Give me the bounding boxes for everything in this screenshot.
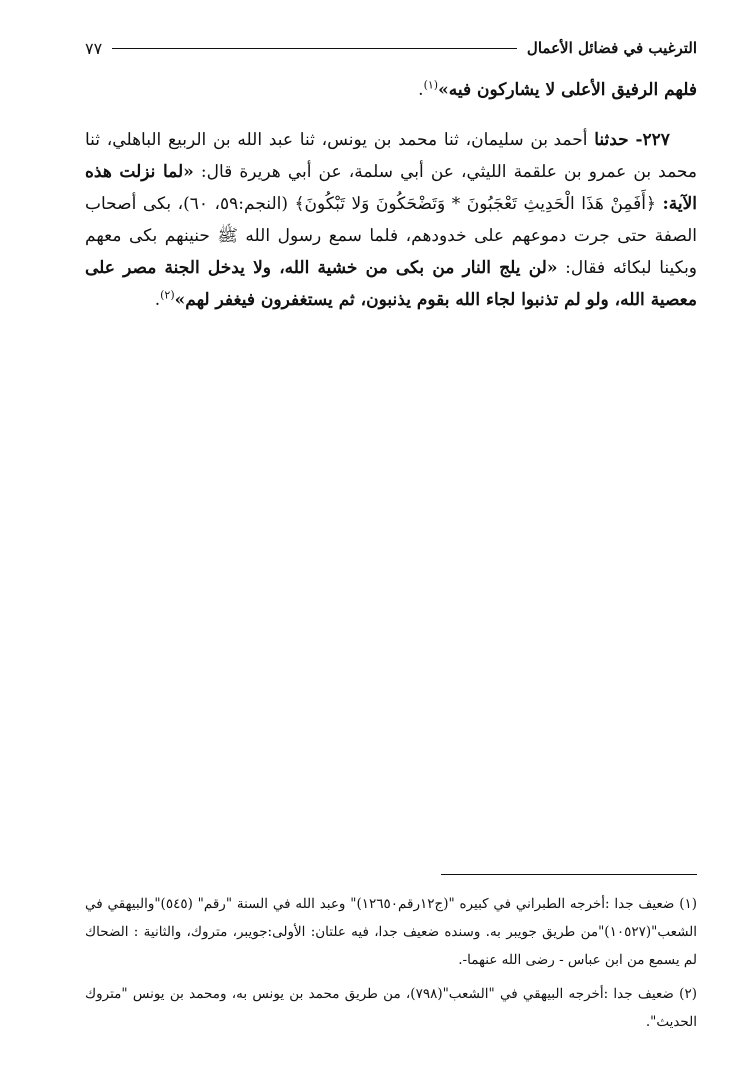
- footnote-1: [85, 890, 697, 974]
- footnote-1-marker: (١): [679, 896, 698, 912]
- hadith-chain: أحمد بن سليمان، ثنا محمد بن يونس، ثنا عبد الله بن الربيع الباهلي، ثنا محمد بن عمرو بن علقمة الليثي، عن أبي سلمة، عن أبي هريرة قال:: [85, 130, 697, 182]
- paragraph-1-bold: فلهم الرفيق الأعلى لا يشاركون فيه»: [438, 80, 697, 100]
- header-rule: [112, 48, 517, 49]
- hadith-bold-2: «لن يلج النار من بكى من خشية الله، ولا يدخل الجنة مصر على معصية الله، ولو لم تذنبوا لجاء الله بقوم يذنبون، ثم يستغفرون فيغفر لهم»: [85, 258, 697, 310]
- footnote-2: [85, 980, 697, 1036]
- footnote-ref-1: (١): [423, 78, 439, 92]
- footnote-2-marker: (٢): [679, 986, 697, 1002]
- footnote-2-text: ضعيف جدا :أخرجه البيهقي في "الشعب"(٧٩٨)، من طريق محمد بن يونس به، ومحمد بن يونس "متروك الحديث".: [85, 986, 697, 1030]
- quran-reference: (النجم:٥٩، ٦٠)،: [177, 194, 288, 214]
- running-title: الترغيب في فضائل الأعمال: [526, 39, 697, 57]
- footnote-1-text: ضعيف جدا :أخرجه الطبراني في كبيره "(ج١٢رقم١٢٦٥٠)" وعبد الله في السنة "رقم" (٥٤٥)"والبيهقي في الشعب"(١٠٥٢٧)"من طريق جويبر به. وسنده ضعيف جدا، فيه علتان: الأولى:جويبر، متروك، والثانية : الضحاك لم يسمع من ابن عباس - رضى الله عنهما-.: [85, 896, 697, 968]
- paragraph-2-end: .: [154, 290, 161, 310]
- footnotes: [85, 890, 697, 1036]
- hadith-lead: حدثنا: [594, 130, 629, 150]
- hadith-227: [85, 124, 697, 316]
- hadith-number: ٢٢٧-: [635, 130, 670, 150]
- quran-verse: ﴿أَفَمِنْ هَذَا الْحَدِيثِ تَعْجَبُونَ * وَتَضْحَكُونَ وَلا تَبْكُونَ﴾: [294, 194, 656, 214]
- page-number: ٧٧: [85, 38, 103, 58]
- footnote-separator: [441, 874, 697, 875]
- running-header: [85, 36, 697, 60]
- footnote-ref-2: (٢): [160, 288, 175, 302]
- paragraph-1-end: .: [418, 80, 424, 100]
- hadith-narration: بكى أصحاب الصفة حتى جرت دموعهم على خدودهم، فلما سمع رسول الله ﷺ حنينهم بكى معهم وبكينا لبكائه فقال:: [85, 194, 698, 278]
- hadith-bold-1: «لما نزلت هذه الآية:: [85, 162, 698, 214]
- paragraph-continuation: [85, 74, 697, 106]
